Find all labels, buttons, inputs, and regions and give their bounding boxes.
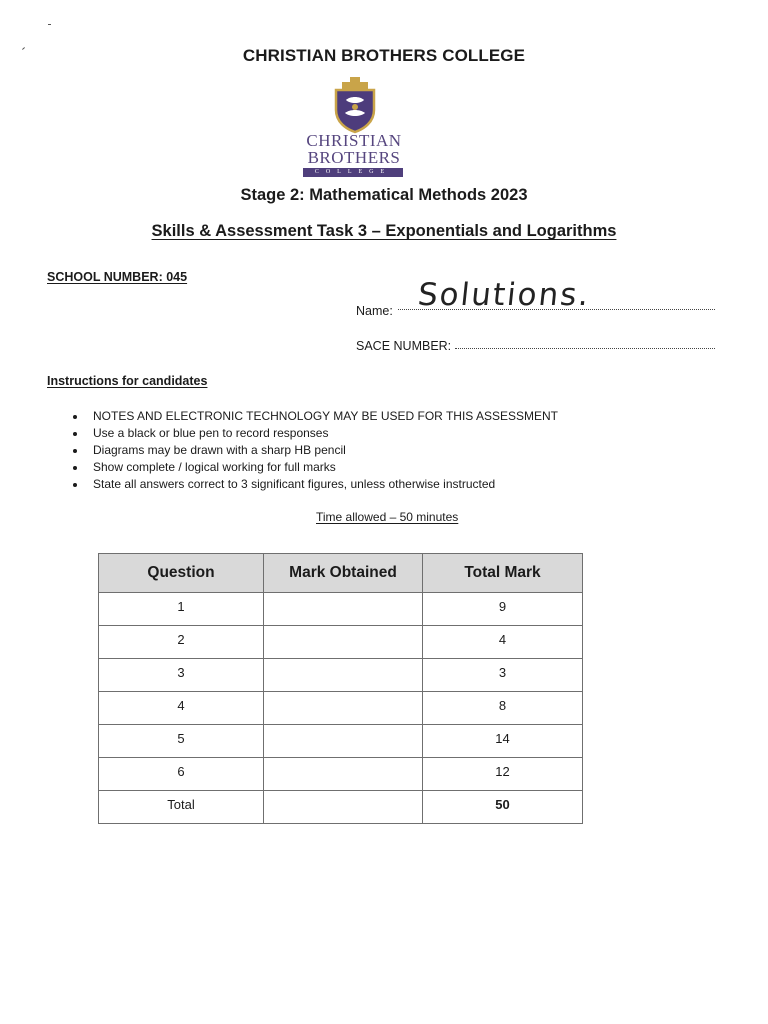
instruction-item: Diagrams may be drawn with a sharp HB pencil — [73, 442, 558, 459]
instruction-item: Use a black or blue pen to record responses — [73, 425, 558, 442]
instructions-list — [73, 408, 558, 493]
logo-college-bar: COLLEGE — [303, 168, 403, 177]
sace-number-field-line[interactable] — [455, 348, 715, 349]
instruction-item: NOTES AND ELECTRONIC TECHNOLOGY MAY BE USED FOR THIS ASSESSMENT — [73, 408, 558, 425]
table-row — [99, 758, 583, 791]
mark-obtained-cell[interactable] — [264, 626, 423, 659]
instructions-heading: Instructions for candidates — [47, 374, 208, 388]
college-title: CHRISTIAN BROTHERS COLLEGE — [242, 46, 526, 65]
question-cell: 3 — [99, 659, 264, 692]
total-label-cell: Total — [99, 791, 264, 824]
table-row — [99, 725, 583, 758]
logo-wordmark-line1: CHRISTIAN — [306, 131, 402, 150]
table-row — [99, 626, 583, 659]
mark-obtained-cell[interactable] — [264, 593, 423, 626]
mark-obtained-cell[interactable] — [264, 758, 423, 791]
total-marks-cell: 50 — [423, 791, 583, 824]
total-mark-cell: 3 — [423, 659, 583, 692]
table-row — [99, 692, 583, 725]
total-mark-cell: 4 — [423, 626, 583, 659]
table-total-row — [99, 791, 583, 824]
time-allowed: Time allowed – 50 minutes — [316, 510, 459, 524]
question-cell: 6 — [99, 758, 264, 791]
table-row — [99, 659, 583, 692]
table-header-row — [99, 554, 583, 593]
name-handwritten-value: Solutions. — [416, 277, 593, 313]
question-cell: 1 — [99, 593, 264, 626]
total-obtained-cell[interactable] — [264, 791, 423, 824]
college-crest-logo — [332, 76, 378, 134]
total-mark-cell: 9 — [423, 593, 583, 626]
instruction-item: Show complete / logical working for full marks — [73, 459, 558, 476]
instruction-item: State all answers correct to 3 significant figures, unless otherwise instructed — [73, 476, 558, 493]
question-cell: 4 — [99, 692, 264, 725]
task-title-text: Skills & Assessment Task 3 – Exponentials and Logarithms — [151, 222, 617, 240]
header-question: Question — [99, 554, 264, 593]
header-mark-obtained: Mark Obtained — [264, 554, 423, 593]
mark-obtained-cell[interactable] — [264, 692, 423, 725]
logo-wordmark-line2: BROTHERS — [307, 148, 401, 167]
question-cell: 5 — [99, 725, 264, 758]
stage-title: Stage 2: Mathematical Methods 2023 — [240, 186, 528, 204]
name-label: Name: — [356, 304, 393, 318]
total-mark-cell: 8 — [423, 692, 583, 725]
mark-obtained-cell[interactable] — [264, 725, 423, 758]
total-mark-cell: 14 — [423, 725, 583, 758]
mark-obtained-cell[interactable] — [264, 659, 423, 692]
header-total-mark: Total Mark — [423, 554, 583, 593]
question-cell: 2 — [99, 626, 264, 659]
table-row — [99, 593, 583, 626]
marks-table — [98, 553, 583, 824]
task-title — [0, 222, 768, 241]
scan-speck — [48, 24, 51, 25]
sace-number-label: SACE NUMBER: — [356, 339, 452, 353]
school-number: SCHOOL NUMBER: 045 — [47, 270, 188, 284]
total-mark-cell: 12 — [423, 758, 583, 791]
